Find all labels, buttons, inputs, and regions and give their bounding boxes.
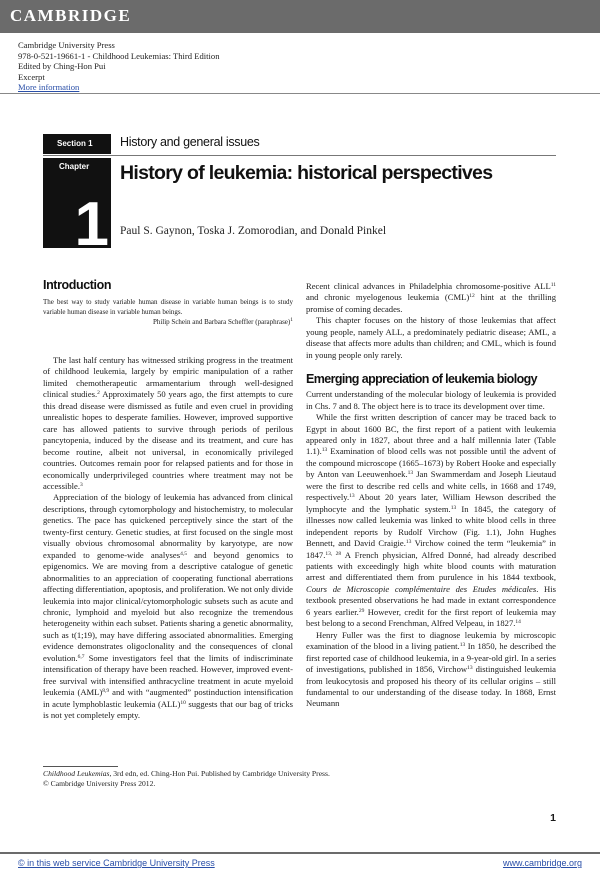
page-number: 1	[550, 812, 556, 824]
intro-paragraph-2: Appreciation of the biology of leukemia has advanced from clinical descriptions, through cytomorphology and histochemistry, to molecular genetics. The pace has quickened perceptively since the start of the twenty-first century. Genetic studies, at first focused on the single most visually obvious chromosomal abnormality by karyotype, are now expanded to genome-wide analyses$^{4,5}$ and beyond genomics to epigenomics. We are moving from a descriptive catalogue of genetic abnormalities to an appreciation of cooperating functional aberrations affecting differentiation, apoptosis, and proliferation. We not only divide leukemia into major clinical/cytomorphologic subsets such as acute and chronic, lymphoid and myeloid but also recognize the tremendous heterogeneity within each subset. Patients sharing a genetic abnormality, such as t(1;19), may have differing associated abnormalities. Emerging evidence demonstrates oligoclonality and the consequences of clonal evolution.$^{6,7}$ Some investigators feel that the limits of indiscriminate intensification of therapy have been reached. However, improved event-free survival with intensified anthracycline treatment in acute myeloid leukemia (AML)$^{8,9}$ and with “augmented” postinduction intensification in acute lymphoblastic leukemia (ALL)$^{10}$ suggests that our bag of tricks is not yet completely empty.	[43, 492, 294, 721]
introduction-heading: Introduction	[43, 278, 112, 292]
footnote-copyright: © Cambridge University Press 2012.	[43, 779, 156, 788]
right-paragraph-1: Recent clinical advances in Philadelphia chromosome-positive ALL$^{11}$ and chronic myelogenous leukemia (CML)$^{12}$ hint at the thrilling promise of coming decades.	[306, 281, 556, 314]
right-column	[306, 281, 556, 710]
editor-line: Edited by Ching-Hon Pui	[18, 61, 106, 72]
chapter-authors: Paul S. Gaynon, Toska J. Zomorodian, and Donald Pinkel	[120, 225, 387, 237]
cambridge-banner	[0, 0, 600, 33]
isbn-line: 978-0-521-19661-1 - Childhood Leukemias: Third Edition	[18, 50, 220, 61]
footnote-citation: Childhood Leukemias, 3rd edn, ed. Ching-Hon Pui. Published by Cambridge University Press.	[43, 769, 330, 778]
header-divider	[0, 93, 600, 94]
publisher-name: Cambridge University Press	[18, 40, 115, 50]
emerging-biology-heading: Emerging appreciation of leukemia biology	[306, 372, 538, 387]
cambridge-logo: CAMBRIDGE	[10, 6, 132, 25]
footer-divider	[0, 852, 600, 854]
chapter-title: History of leukemia: historical perspectives	[120, 162, 493, 184]
section-tab: Section 1	[43, 134, 111, 154]
section-title: History and general issues	[120, 135, 260, 149]
right-paragraph-5: Henry Fuller was the first to diagnose leukemia by microscopic examination of the blood in a living patient.$^{13}$ In 1850, he described the first reported case of childhood leukemia, in a 9-year-old girl. In a series of investigations, published in 1856, Virchow$^{13}$ distinguished leukemia from leukocytosis and proposed his theory of its cellular origins – still fundamental to our understanding of the disease today. In 1868, Ernst Neumann	[306, 629, 556, 709]
excerpt-label: Excerpt	[18, 71, 45, 82]
chapter-number: 1	[74, 190, 107, 259]
right-paragraph-4: While the first written description of cancer may be traced back to Egypt in about 1600 BC, the first report of a patient with leukemia appeared only in 1827, about three and a half millennia later (Table 1.1).$^{13}$ Examination of blood cells was not possible until the advent of the compound microscope (1665–1673) by Robert Hooke and especially by Anton van Leeuwenhoek.$^{13}$ Jan Swammerdam and Joseph Lieutaud were the first to describe red cells and white cells, in 1668 and 1749, respectively.$^{13}$ About 20 years later, William Hewson described the lymphocyte and the lymphatic system.$^{13}$ In 1845, the category of illnesses now called leukemia was linked to white blood cells in three independent reports by Rudolf Virchow (Fig. 1.1), John Hughes Bennett, and David Craigie.$^{13}$ Virchow coined the term “leukemia” in 1847.$^{13, 28}$ A French physician, Alfred Donné, had already described patients with exceedingly high white blood counts with maturation arrest and differentiated them from purulence in his 1844 textbook, Cours de Microscopie complémentaire des Etudes médicales. His textbook presented observations he had made in extant correspondence 6 years earlier.$^{29}$ However, credit for the first report of leukemia may best belong to a second Frenchman, Alfred Velpeau, in 1827.14	[306, 412, 557, 629]
section-divider	[43, 155, 556, 156]
right-paragraph-3: Current understanding of the molecular biology of leukemia is provided in Chs. 7 and 8. The object here is to trace its development over time.	[306, 389, 556, 411]
footnote-divider	[43, 766, 118, 767]
epigraph-attribution: Philip Schein and Barbara Scheffler (paraphrase)$^1$	[152, 317, 293, 326]
left-column	[43, 277, 293, 722]
cambridge-website-link[interactable]: www.cambridge.org	[502, 858, 582, 868]
copyright-footer-link[interactable]: © in this web service Cambridge University Press	[18, 858, 215, 868]
publisher-info	[18, 40, 220, 93]
epigraph-quote: The best way to study variable human disease in variable human beings is to study variable human disease in variable human beings.	[43, 298, 293, 316]
intro-paragraph-1: The last half century has witnessed striking progress in the treatment of childhood leukemia, largely by empiric manipulation of a rather limited chemotherapeutic armamentarium through well-designed clinical studies.$^2$ Approximately 50 years ago, the first attempts to cure this dread disease were dismissed as futile and even cruel in providing unrealistic hopes to desperate families. However, improved supportive care has allowed patients to survive through periods of perilous pancytopenia, induced by the disease and its treatment, and cure has become routine, albeit not universal, in economically privileged countries. Outcomes remain poor for relapsed patients and for those in economically underprivileged countries where treatment may not be accessible.$^3$	[43, 355, 293, 491]
chapter-box	[43, 158, 111, 259]
more-information-link[interactable]: More information	[18, 82, 80, 93]
epigraph	[43, 297, 293, 327]
footnote	[43, 769, 330, 789]
right-paragraph-2: This chapter focuses on the history of those leukemias that affect young people, namely ALL, a predominately pediatric disease; AML, a disease that affects more adults than children; and CML, which is found in young people only rarely.	[306, 315, 556, 360]
chapter-label: Chapter	[59, 162, 90, 171]
